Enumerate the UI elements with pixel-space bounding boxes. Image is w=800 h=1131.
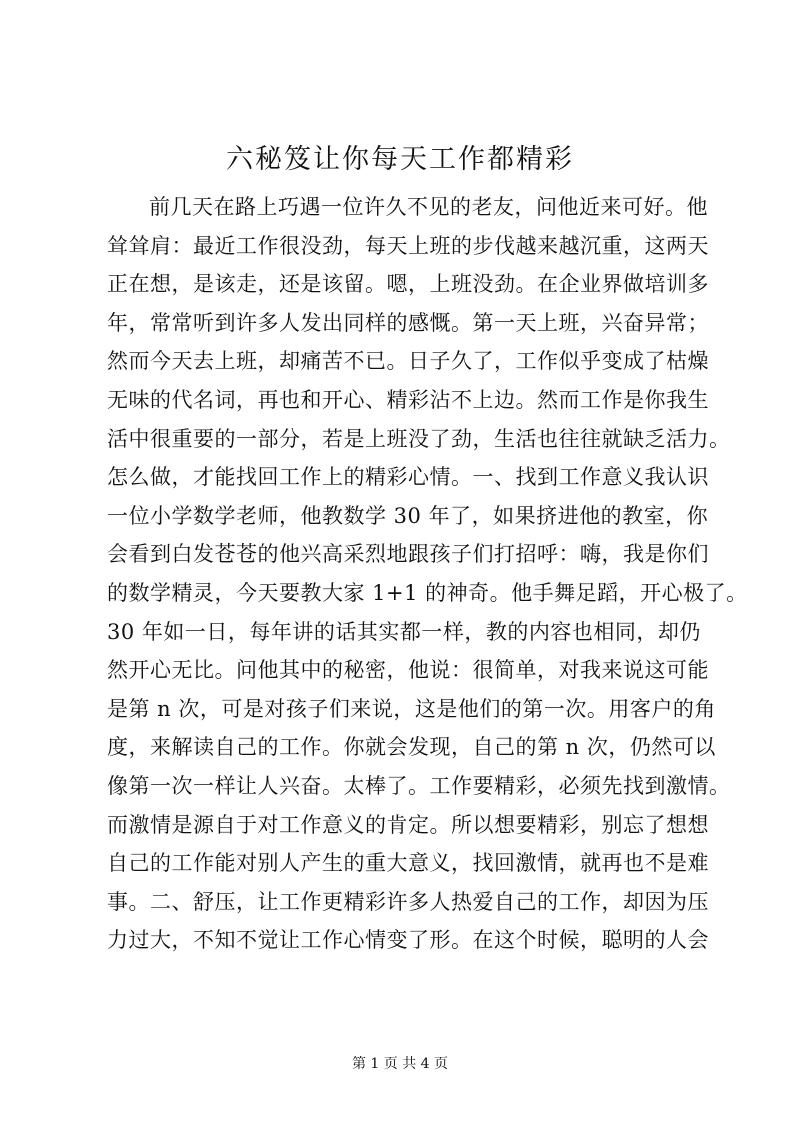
paragraph-line: 耸耸肩：最近工作很没劲，每天上班的步伐越来越沉重，这两天 <box>107 233 709 258</box>
page-number-footer: 第 1 页 共 4 页 <box>351 1056 449 1072</box>
paragraph-line: 而激情是源自于对工作意义的肯定。所以想要精彩，别忘了想想 <box>107 812 709 837</box>
paragraph-line: 年，常常听到许多人发出同样的感慨。第一天上班，兴奋异常； <box>107 310 709 335</box>
paragraph-line: 自己的工作能对别人产生的重大意义，找回激情，就再也不是难 <box>107 851 709 876</box>
document-body <box>107 188 748 960</box>
paragraph-line: 然开心无比。问他其中的秘密，他说：很简单，对我来说这可能 <box>107 658 709 683</box>
paragraph-line: 是第 n 次，可是对孩子们来说，这是他们的第一次。用客户的角 <box>107 696 716 721</box>
paragraph-line: 一位小学数学老师，他教数学 30 年了，如果挤进他的教室，你 <box>107 503 709 528</box>
paragraph-line: 怎么做，才能找回工作上的精彩心情。一、找到工作意义我认识 <box>107 465 709 490</box>
paragraph-line: 会看到白发苍苍的他兴高采烈地跟孩子们打招呼：嗨，我是你们 <box>107 542 709 567</box>
paragraph-line: 的数学精灵，今天要教大家 1+1 的神奇。他手舞足蹈，开心极了。 <box>107 580 748 605</box>
paragraph-line: 前几天在路上巧遇一位许久不见的老友，问他近来可好。他 <box>149 195 708 219</box>
document-title: 六秘笈让你每天工作都精彩 <box>226 144 574 175</box>
paragraph-line: 正在想，是该走，还是该留。嗯，上班没劲。在企业界做培训多 <box>107 272 709 297</box>
paragraph-line: 无味的代名词，再也和开心、精彩沾不上边。然而工作是你我生 <box>107 387 709 412</box>
paragraph-line: 然而今天去上班，却痛苦不已。日子久了，工作似乎变成了枯燥 <box>107 349 709 374</box>
paragraph-line: 像第一次一样让人兴奋。太棒了。工作要精彩，必须先找到激情。 <box>107 773 731 798</box>
paragraph-line: 力过大，不知不觉让工作心情变了形。在这个时候，聪明的人会 <box>107 928 709 953</box>
paragraph-line: 活中很重要的一部分，若是上班没了劲，生活也往往就缺乏活力。 <box>107 426 731 451</box>
paragraph-line: 30 年如一日，每年讲的话其实都一样，教的内容也相同，却仍 <box>107 619 701 644</box>
paragraph-line: 事。二、舒压，让工作更精彩许多人热爱自己的工作，却因为压 <box>107 889 709 914</box>
paragraph-line: 度，来解读自己的工作。你就会发现，自己的第 n 次，仍然可以 <box>107 735 716 760</box>
